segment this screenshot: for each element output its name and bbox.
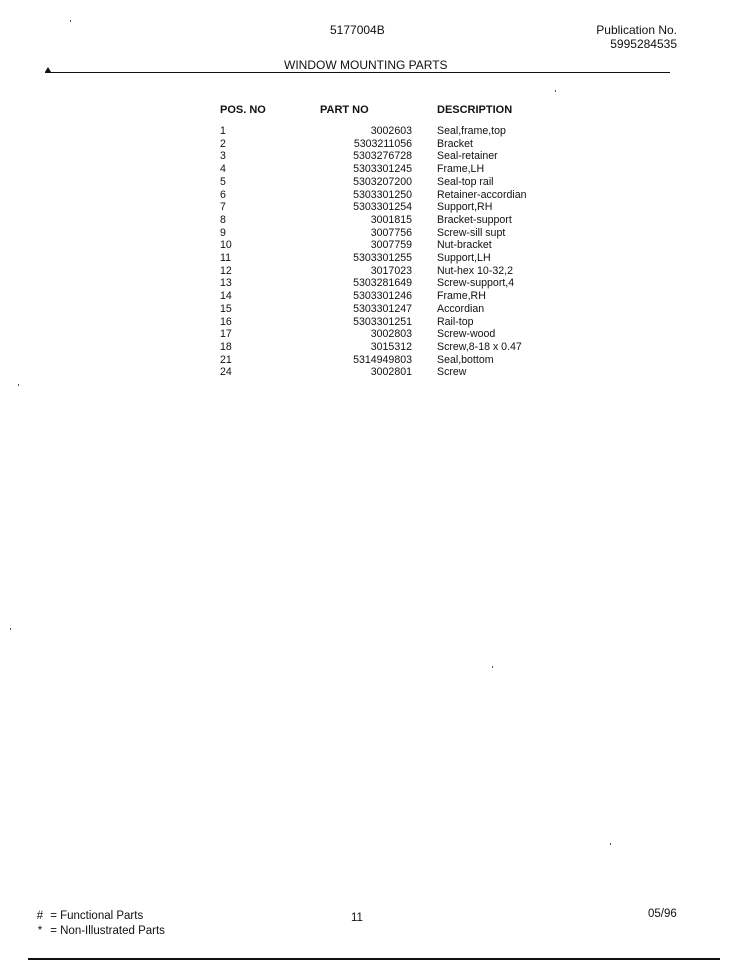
scan-speck — [10, 628, 11, 630]
cell-part-no: 5303301250 — [353, 188, 412, 201]
column-header-pos: POS. NO — [220, 104, 266, 116]
cell-part-no: 3015312 — [370, 340, 412, 353]
cell-part-no: 5303207200 — [353, 175, 412, 188]
model-number: 5177004B — [330, 23, 385, 37]
scan-speck — [18, 384, 19, 386]
legend-text: = Non-Illustrated Parts — [50, 925, 165, 937]
cell-pos-no: 21 — [220, 353, 232, 366]
cell-description: Rail-top — [437, 315, 474, 328]
cell-part-no: 5303276728 — [353, 150, 412, 163]
scan-speck — [555, 90, 556, 92]
publication-block — [596, 23, 677, 51]
cell-pos-no: 2 — [220, 137, 226, 150]
cell-pos-no: 9 — [220, 226, 226, 239]
table-row — [218, 239, 527, 252]
table-row — [218, 252, 527, 265]
publication-number: 5995284535 — [610, 37, 677, 51]
cell-pos-no: 13 — [220, 277, 232, 290]
table-row — [218, 366, 527, 379]
page-number: 11 — [351, 912, 363, 924]
cell-part-no: 3002801 — [370, 366, 412, 379]
table-row — [218, 201, 527, 214]
column-header-part: PART NO — [320, 104, 369, 116]
table-row — [218, 316, 527, 329]
table-row — [218, 227, 527, 240]
column-header-description: DESCRIPTION — [437, 104, 513, 116]
cell-part-no: 5303281649 — [353, 277, 412, 290]
cell-description: Frame,LH — [437, 163, 485, 176]
cell-pos-no: 16 — [220, 315, 232, 328]
table-row — [218, 176, 527, 189]
cell-description: Seal,bottom — [437, 353, 494, 366]
cell-part-no: 3002603 — [370, 125, 412, 137]
cell-part-no: 5303301254 — [353, 201, 412, 214]
scan-speck — [492, 666, 493, 668]
cell-part-no: 5303301245 — [353, 163, 412, 176]
table-row — [218, 125, 527, 138]
parts-table-body — [218, 125, 527, 379]
table-row — [218, 341, 527, 354]
cell-part-no: 5303211056 — [353, 137, 412, 150]
cell-pos-no: 5 — [220, 175, 226, 188]
cell-part-no: 3007756 — [370, 226, 412, 239]
table-row — [218, 163, 527, 176]
cell-pos-no: 17 — [220, 328, 232, 341]
table-header-row — [218, 104, 527, 125]
cell-pos-no: 6 — [220, 188, 226, 201]
cell-pos-no: 24 — [220, 366, 232, 379]
cell-description: Screw-sill supt — [437, 226, 506, 239]
cell-pos-no: 3 — [220, 150, 226, 163]
cell-pos-no: 7 — [220, 201, 226, 214]
table-row — [218, 277, 527, 290]
cell-description: Nut-hex 10-32,2 — [437, 264, 513, 277]
footer-rule — [28, 958, 720, 960]
table-row — [218, 290, 527, 303]
cell-description: Seal-top rail — [437, 175, 494, 188]
cell-description: Retainer-accordian — [437, 188, 527, 201]
cell-description: Frame,RH — [437, 290, 486, 303]
legend — [33, 909, 165, 939]
table-row — [218, 138, 527, 151]
legend-item-functional — [33, 909, 165, 924]
cell-part-no: 3007759 — [370, 239, 412, 252]
table-row — [218, 354, 527, 367]
cell-pos-no: 14 — [220, 290, 232, 303]
table-row — [218, 189, 527, 202]
cell-pos-no: 12 — [220, 264, 232, 277]
cell-pos-no: 15 — [220, 302, 232, 315]
legend-symbol: # — [36, 910, 44, 922]
cell-description: Seal,frame,top — [437, 125, 506, 137]
section-title: WINDOW MOUNTING PARTS — [284, 58, 448, 72]
cell-description: Accordian — [437, 302, 485, 315]
legend-item-non-illustrated — [33, 924, 165, 939]
cell-part-no: 3017023 — [370, 264, 412, 277]
table-row — [218, 328, 527, 341]
cell-part-no: 3002803 — [370, 328, 412, 341]
publication-label: Publication No. — [596, 23, 677, 37]
table-row — [218, 150, 527, 163]
cell-pos-no: 11 — [220, 252, 231, 265]
cell-pos-no: 1 — [220, 125, 226, 137]
cell-description: Support,LH — [437, 252, 491, 265]
cell-description: Screw-support,4 — [437, 277, 515, 290]
cell-description: Screw-wood — [437, 328, 496, 341]
cell-pos-no: 10 — [220, 239, 232, 252]
cell-part-no: 3001815 — [370, 213, 412, 226]
table-row — [218, 265, 527, 278]
parts-table — [218, 104, 527, 379]
rule-marker-icon — [45, 67, 51, 72]
cell-part-no: 5303301251 — [353, 315, 412, 328]
header-rule — [45, 72, 670, 73]
cell-description: Screw — [437, 366, 467, 379]
cell-description: Seal-retainer — [437, 150, 498, 163]
cell-part-no: 5314949803 — [353, 353, 412, 366]
cell-pos-no: 8 — [220, 213, 226, 226]
revision-date: 05/96 — [648, 908, 677, 920]
legend-symbol: * — [37, 925, 43, 937]
scan-speck — [70, 20, 71, 22]
cell-description: Support,RH — [437, 201, 493, 214]
cell-description: Screw,8-18 x 0.47 — [437, 340, 522, 353]
cell-part-no: 5303301255 — [353, 252, 412, 265]
table-row — [218, 214, 527, 227]
cell-description: Bracket-support — [437, 213, 512, 226]
cell-part-no: 5303301246 — [353, 290, 412, 303]
cell-part-no: 5303301247 — [353, 302, 412, 315]
cell-description: Bracket — [437, 137, 473, 150]
cell-description: Nut-bracket — [437, 239, 492, 252]
table-row — [218, 303, 527, 316]
cell-pos-no: 4 — [220, 163, 226, 176]
scan-speck — [610, 843, 611, 845]
legend-text: = Functional Parts — [50, 910, 144, 922]
cell-pos-no: 18 — [220, 340, 232, 353]
